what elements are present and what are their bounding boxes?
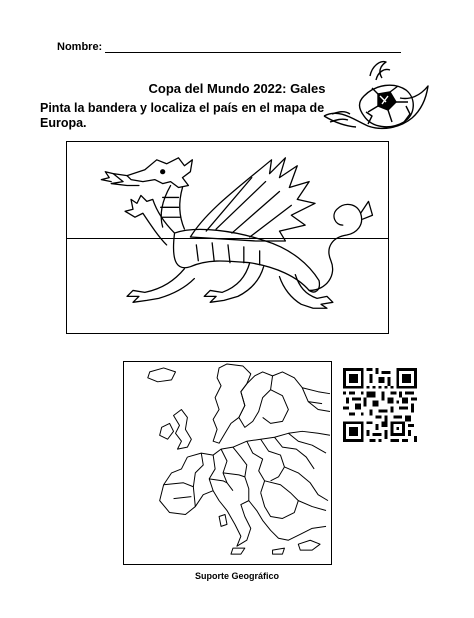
name-label: Nombre: [57, 41, 103, 53]
page-title: Copa del Mundo 2022: Gales [148, 81, 326, 96]
name-row [57, 41, 402, 57]
europe-map [123, 361, 332, 565]
map-caption: Suporte Geográfico [194, 571, 279, 581]
wales-flag [66, 141, 389, 334]
football-icon [320, 56, 432, 134]
qr-code[interactable] [343, 368, 417, 442]
instruction-text: Pinta la bandera y localiza el país en el mapa de Europa. [40, 101, 325, 130]
name-input-line[interactable] [105, 52, 401, 53]
dragon-icon [67, 142, 388, 333]
